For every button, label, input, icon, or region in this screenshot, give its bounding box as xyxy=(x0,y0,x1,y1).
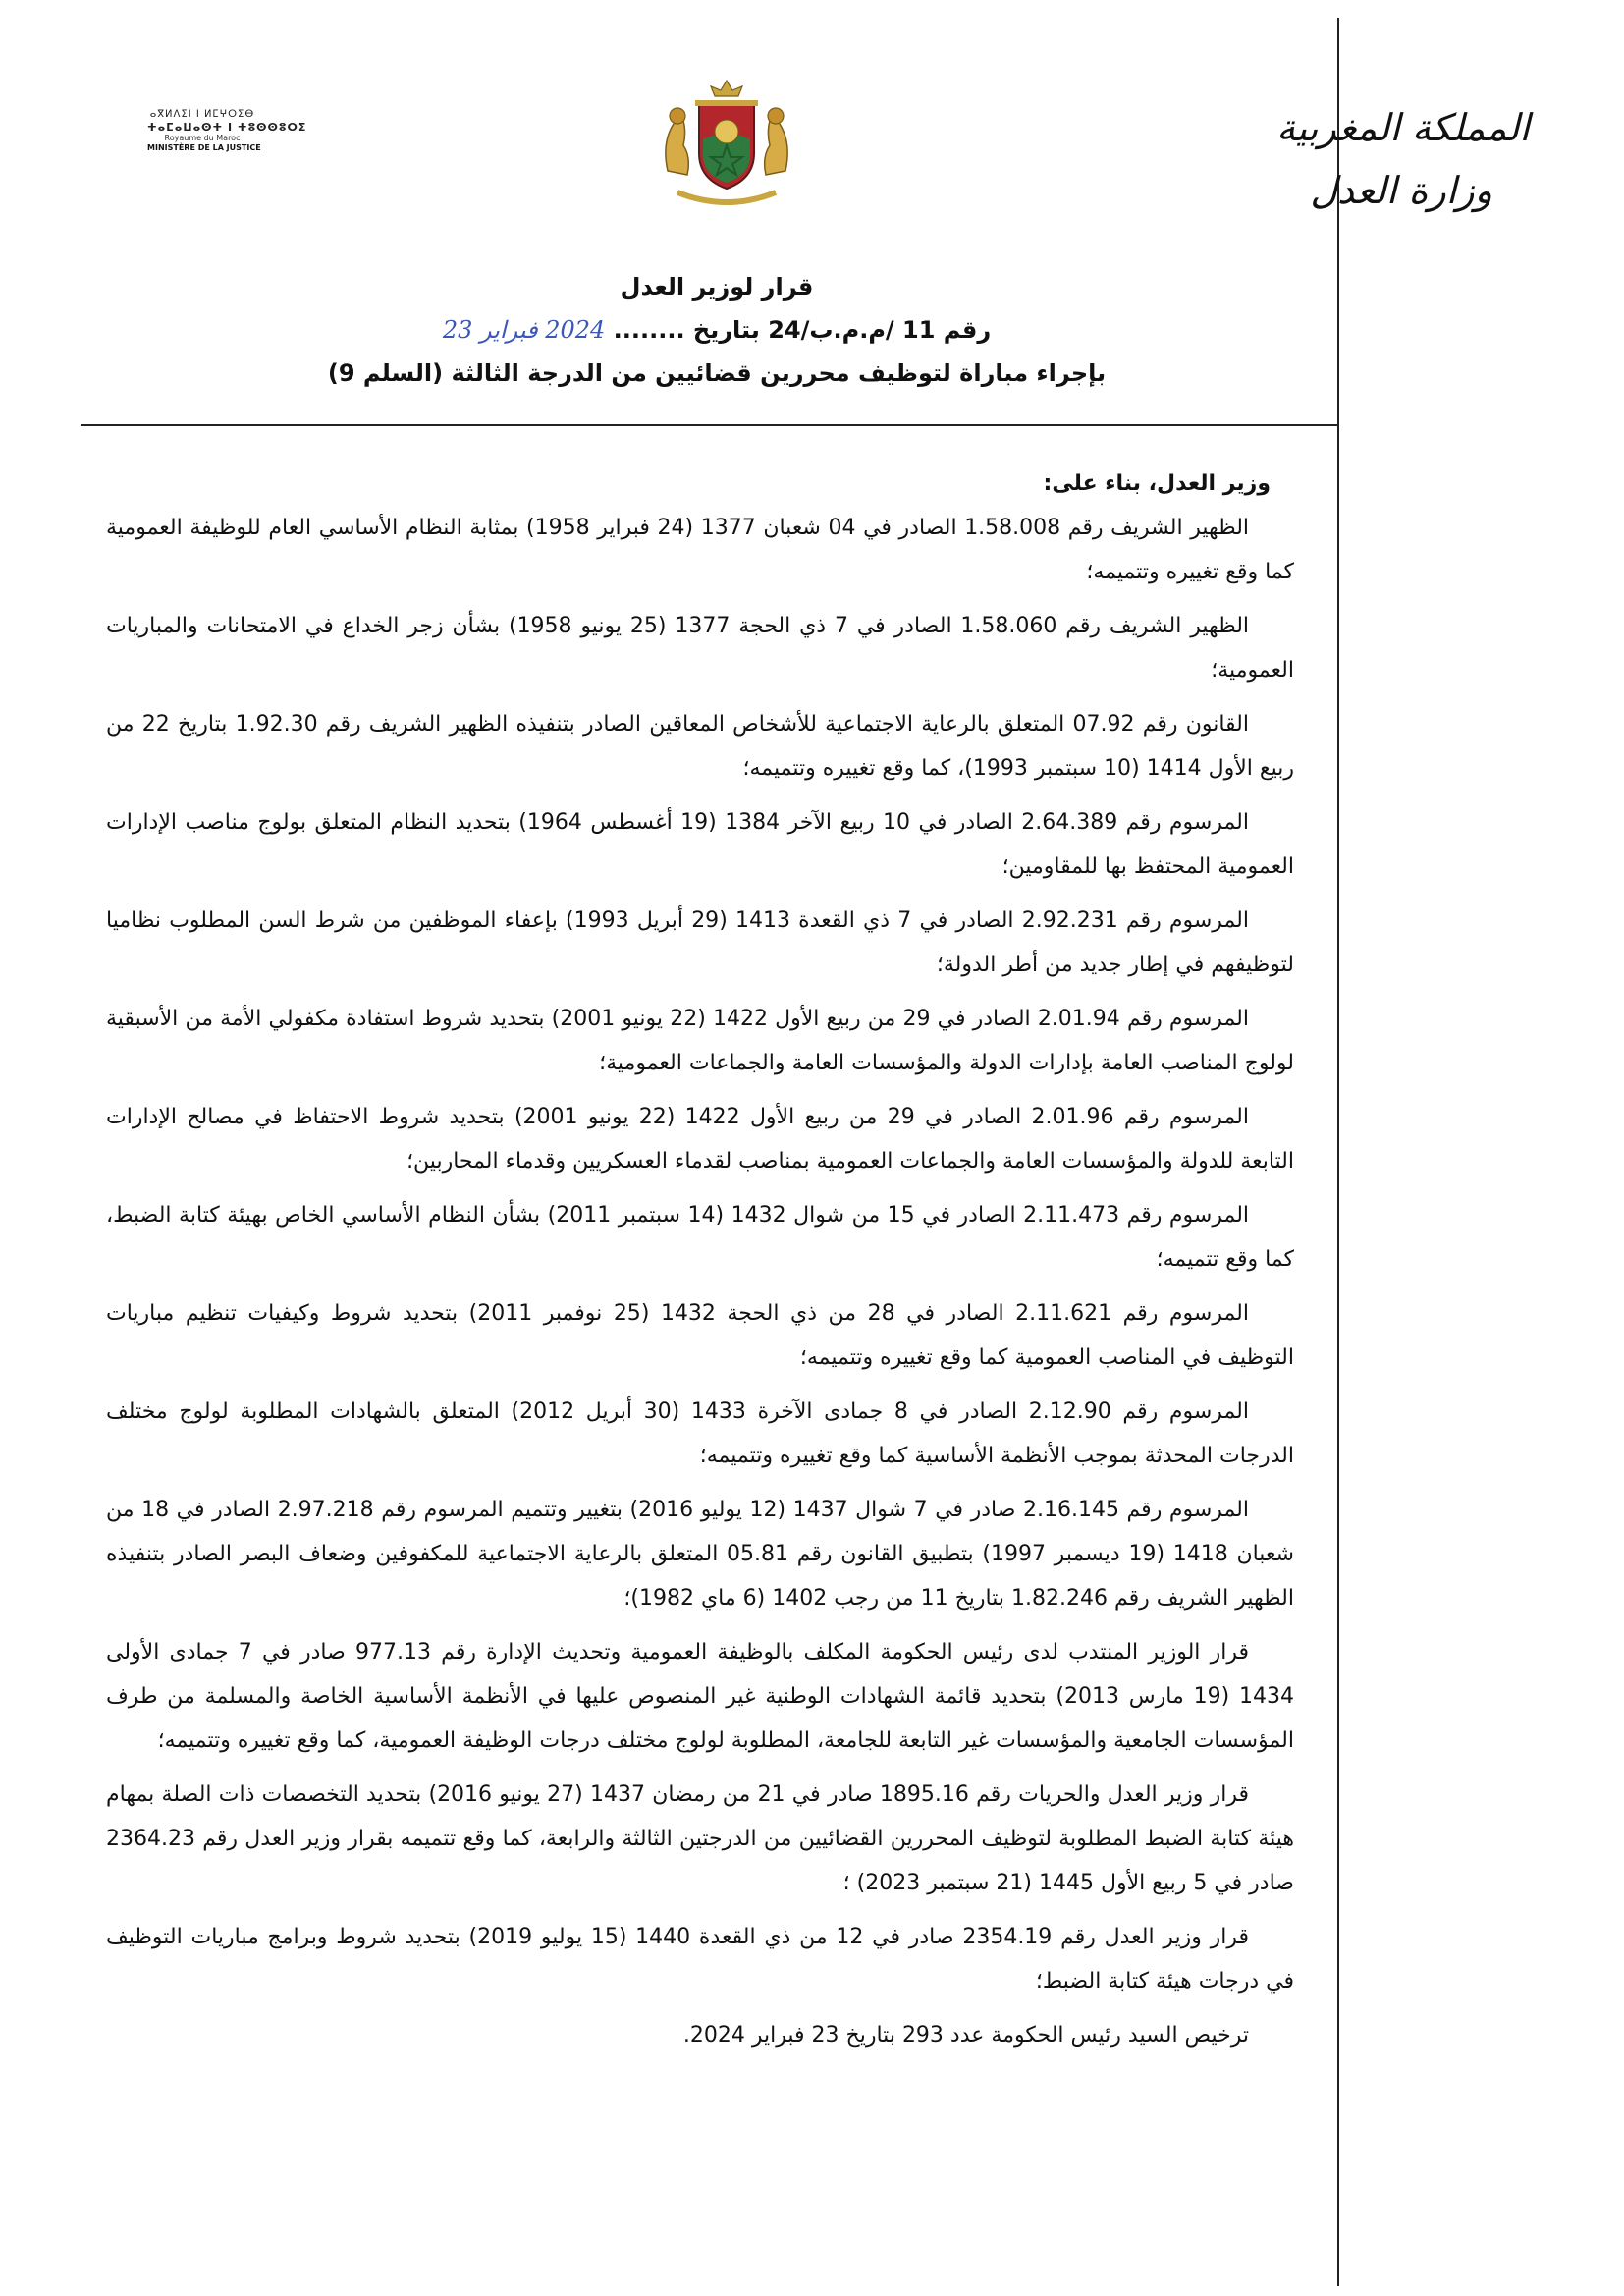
letterhead-arabic xyxy=(1276,96,1530,222)
handwritten-date: 2024 فبراير 23 xyxy=(442,316,606,344)
decision-number: رقم 11 /م.م.ب/24 بتاريخ ........ xyxy=(613,316,992,344)
decision-heading xyxy=(295,265,1139,395)
legal-reference: المرسوم رقم 2.11.473 الصادر في 15 من شوال 1432 (14 سبتمبر 2011) بشأن النظام الأساسي الخاص بهيئة كتابة الضبط، كما وقع تتميمه؛ xyxy=(106,1203,1294,1272)
legal-reference: المرسوم رقم 2.92.231 الصادر في 7 ذي القعدة 1413 (29 أبريل 1993) بإعفاء الموظفين من شرط السن المطلوب نظاميا لتوظيفهم في إطار جديد من أطر الدولة؛ xyxy=(106,908,1294,977)
decision-intro: وزير العدل، بناء على: xyxy=(1043,471,1271,496)
legal-reference: المرسوم رقم 2.01.94 الصادر في 29 من ربيع الأول 1422 (22 يونيو 2001) بتحديد شروط استفادة مكفولي الأمة من الأسبقية لولوج المناصب العامة بإدارات الدولة والمؤسسات العامة والجماعات العمومية؛ xyxy=(106,1007,1294,1075)
header-divider xyxy=(81,424,1339,426)
legal-reference: المرسوم رقم 2.12.90 الصادر في 8 جمادى الآخرة 1433 (30 أبريل 2012) المتعلق بالشهادات المطلوبة لولوج مختلف الدرجات المحدثة بموجب الأنظمة الأساسية كما وقع تغييره وتتميمه؛ xyxy=(106,1399,1294,1468)
decision-number-line xyxy=(295,308,1139,352)
logo-kingdom-text: Royaume du Maroc xyxy=(164,134,241,142)
ministry-logo xyxy=(147,108,307,153)
legal-reference: المرسوم رقم 2.64.389 الصادر في 10 ربيع الآخر 1384 (19 أغسطس 1964) بتحديد النظام المتعلق بولوج مناصب الإدارات العمومية المحتفظ بها للمقاومين؛ xyxy=(106,810,1294,879)
legal-reference: قرار الوزير المنتدب لدى رئيس الحكومة المكلف بالوظيفة العمومية وتحديث الإدارة رقم 977.13 صادر في 7 جمادى الأولى 1434 (19 مارس 2013) بتحديد قائمة الشهادات الوطنية غير المنصوص عليها في الأنظمة الأساسية الخاصة والمسلمة من طرف المؤسسات الجامعية والمؤسسات غير التابعة للجامعة، المطلوبة لولوج مختلف درجات الوظيفة العمومية، كما وقع تغييره وتتميمه؛ xyxy=(106,1640,1295,1753)
legal-reference: الظهير الشريف رقم 1.58.060 الصادر في 7 ذي الحجة 1377 (25 يونيو 1958) بشأن زجر الخداع في الامتحانات والمباريات العمومية؛ xyxy=(106,614,1294,683)
decision-body xyxy=(106,462,1294,2067)
ministry-name: وزارة العدل xyxy=(1310,169,1492,212)
legal-reference: الظهير الشريف رقم 1.58.008 الصادر في 04 شعبان 1377 (24 فبراير 1958) بمثابة النظام الأساسي العام للوظيفة العمومية كما وقع تغييره وتتميمه؛ xyxy=(106,516,1294,584)
vertical-margin-rule xyxy=(1337,18,1339,2286)
decision-title: قرار لوزير العدل xyxy=(620,273,814,301)
legal-reference: المرسوم رقم 2.16.145 صادر في 7 شوال 1437 (12 يوليو 2016) بتغيير وتتميم المرسوم رقم 2.97.218 الصادر في 18 من شعبان 1418 (19 ديسمبر 1997) بتطبيق القانون رقم 05.81 المتعلق بالرعاية الاجتماعية للمكفوفين وضعاف البصر الصادر بتنفيذه الظهير الشريف رقم 1.82.246 بتاريخ 11 من رجب 1402 (6 ماي 1982)؛ xyxy=(106,1498,1294,1611)
logo-amazigh-line-2: ⵜⴰⵎⴰⵡⴰⵙⵜ ⵏ ⵜⵓⵙⵙⵓⵔⵉ xyxy=(147,121,307,134)
coat-of-arms-icon xyxy=(648,77,805,214)
decision-subject: بإجراء مباراة لتوظيف محررين قضائيين من الدرجة الثالثة (السلم 9) xyxy=(327,359,1107,387)
legal-reference: قرار وزير العدل رقم 2354.19 صادر في 12 من ذي القعدة 1440 (15 يوليو 2019) بتحديد شروط وبرامج مباريات التوظيف في درجات هيئة كتابة الضبط؛ xyxy=(106,1925,1294,1994)
legal-reference: القانون رقم 07.92 المتعلق بالرعاية الاجتماعية للأشخاص المعاقين الصادر بتنفيذه الظهير الشريف رقم 1.92.30 بتاريخ 22 من ربيع الأول 1414 (10 سبتمبر 1993)، كما وقع تغييره وتتميمه؛ xyxy=(106,712,1294,781)
legal-reference: قرار وزير العدل والحريات رقم 1895.16 صادر في 21 من رمضان 1437 (27 يونيو 2016) بتحديد التخصصات ذات الصلة بمهام هيئة كتابة الضبط المطلوبة لتوظيف المحررين القضائيين من الدرجتين الثالثة والرابعة، كما وقع تتميمه بقرار وزير العدل رقم 2364.23 صادر في 5 ربيع الأول 1445 (21 سبتمبر 2023) ؛ xyxy=(106,1782,1294,1895)
logo-ministry-text: MINISTÈRE DE LA JUSTICE xyxy=(147,143,261,152)
legal-reference: المرسوم رقم 2.01.96 الصادر في 29 من ربيع الأول 1422 (22 يونيو 2001) بتحديد شروط الاحتفاظ في مصالح الإدارات التابعة للدولة والمؤسسات العامة والجماعات العمومية بمناصب لقدماء العسكريين وقدماء المحاربين؛ xyxy=(106,1105,1294,1174)
logo-amazigh-line-1: ⴰⴳⵍⴷⵉⵏ ⵏ ⵍⵎⵖⵔⵉⴱ xyxy=(149,109,255,120)
country-name: المملكة المغربية xyxy=(1276,106,1530,149)
authorization-reference: ترخيص السيد رئيس الحكومة عدد 293 بتاريخ 23 فبراير 2024. xyxy=(682,2023,1249,2048)
legal-reference: المرسوم رقم 2.11.621 الصادر في 28 من ذي الحجة 1432 (25 نوفمبر 2011) بتحديد شروط وكيفيات تنظيم مباريات التوظيف في المناصب العمومية كما وقع تغييره وتتميمه؛ xyxy=(106,1301,1294,1370)
